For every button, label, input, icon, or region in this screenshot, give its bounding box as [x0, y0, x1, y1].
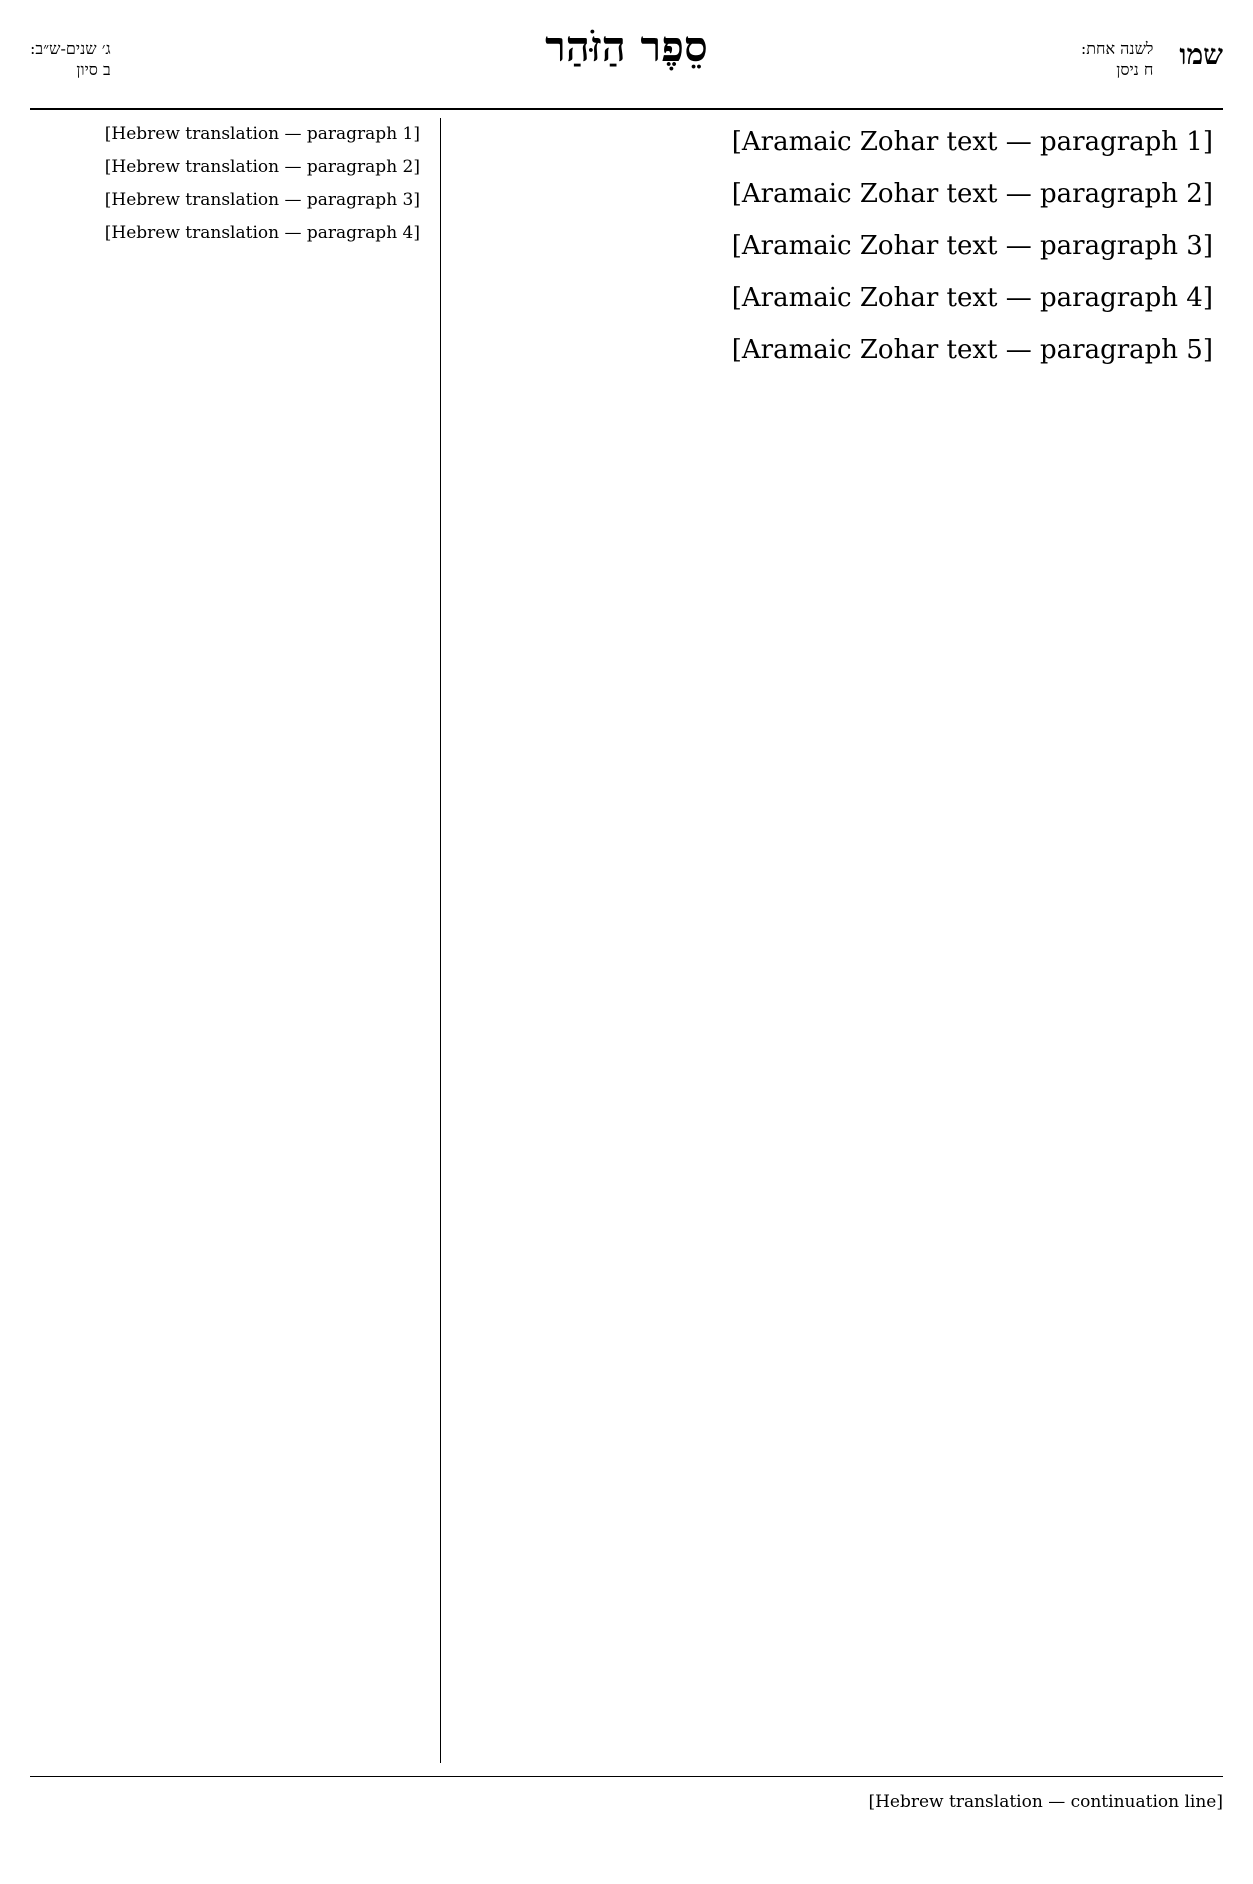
- footer-divider: [30, 1776, 1223, 1777]
- aramaic-text-column: [478, 122, 1213, 1762]
- translation-paragraph: [Hebrew translation — paragraph 2]: [104, 157, 420, 177]
- study-plan-date: ח ניסן: [1116, 60, 1154, 79]
- cycle-label: ג׳ שנים-ש״ב:: [30, 39, 111, 58]
- translation-paragraph: [Hebrew translation — paragraph 1]: [104, 124, 420, 144]
- cycle-date: ב סיון: [76, 60, 111, 79]
- three-year-study-plan: [30, 38, 111, 80]
- study-plan-label: לשנה אחת:: [1080, 39, 1154, 58]
- aramaic-paragraph: [Aramaic Zohar text — paragraph 5]: [731, 335, 1213, 365]
- parsha-name: שמו: [1179, 38, 1223, 71]
- translation-paragraph: [Hebrew translation — paragraph 4]: [104, 223, 420, 243]
- aramaic-paragraph: [Aramaic Zohar text — paragraph 4]: [731, 283, 1213, 313]
- running-header: [30, 22, 1223, 96]
- translation-paragraph: [Hebrew translation — paragraph 3]: [104, 190, 420, 210]
- translation-continuation: [Hebrew translation — continuation line]: [868, 1792, 1223, 1812]
- aramaic-paragraph: [Aramaic Zohar text — paragraph 2]: [731, 179, 1213, 209]
- header-divider: [30, 108, 1223, 110]
- hebrew-translation-column: [30, 122, 420, 1762]
- column-divider: [440, 118, 441, 1763]
- aramaic-paragraph: [Aramaic Zohar text — paragraph 3]: [731, 231, 1213, 261]
- book-title: סֵפֶר הַזֹּהַר: [545, 22, 708, 71]
- aramaic-paragraph: [Aramaic Zohar text — paragraph 1]: [731, 127, 1213, 157]
